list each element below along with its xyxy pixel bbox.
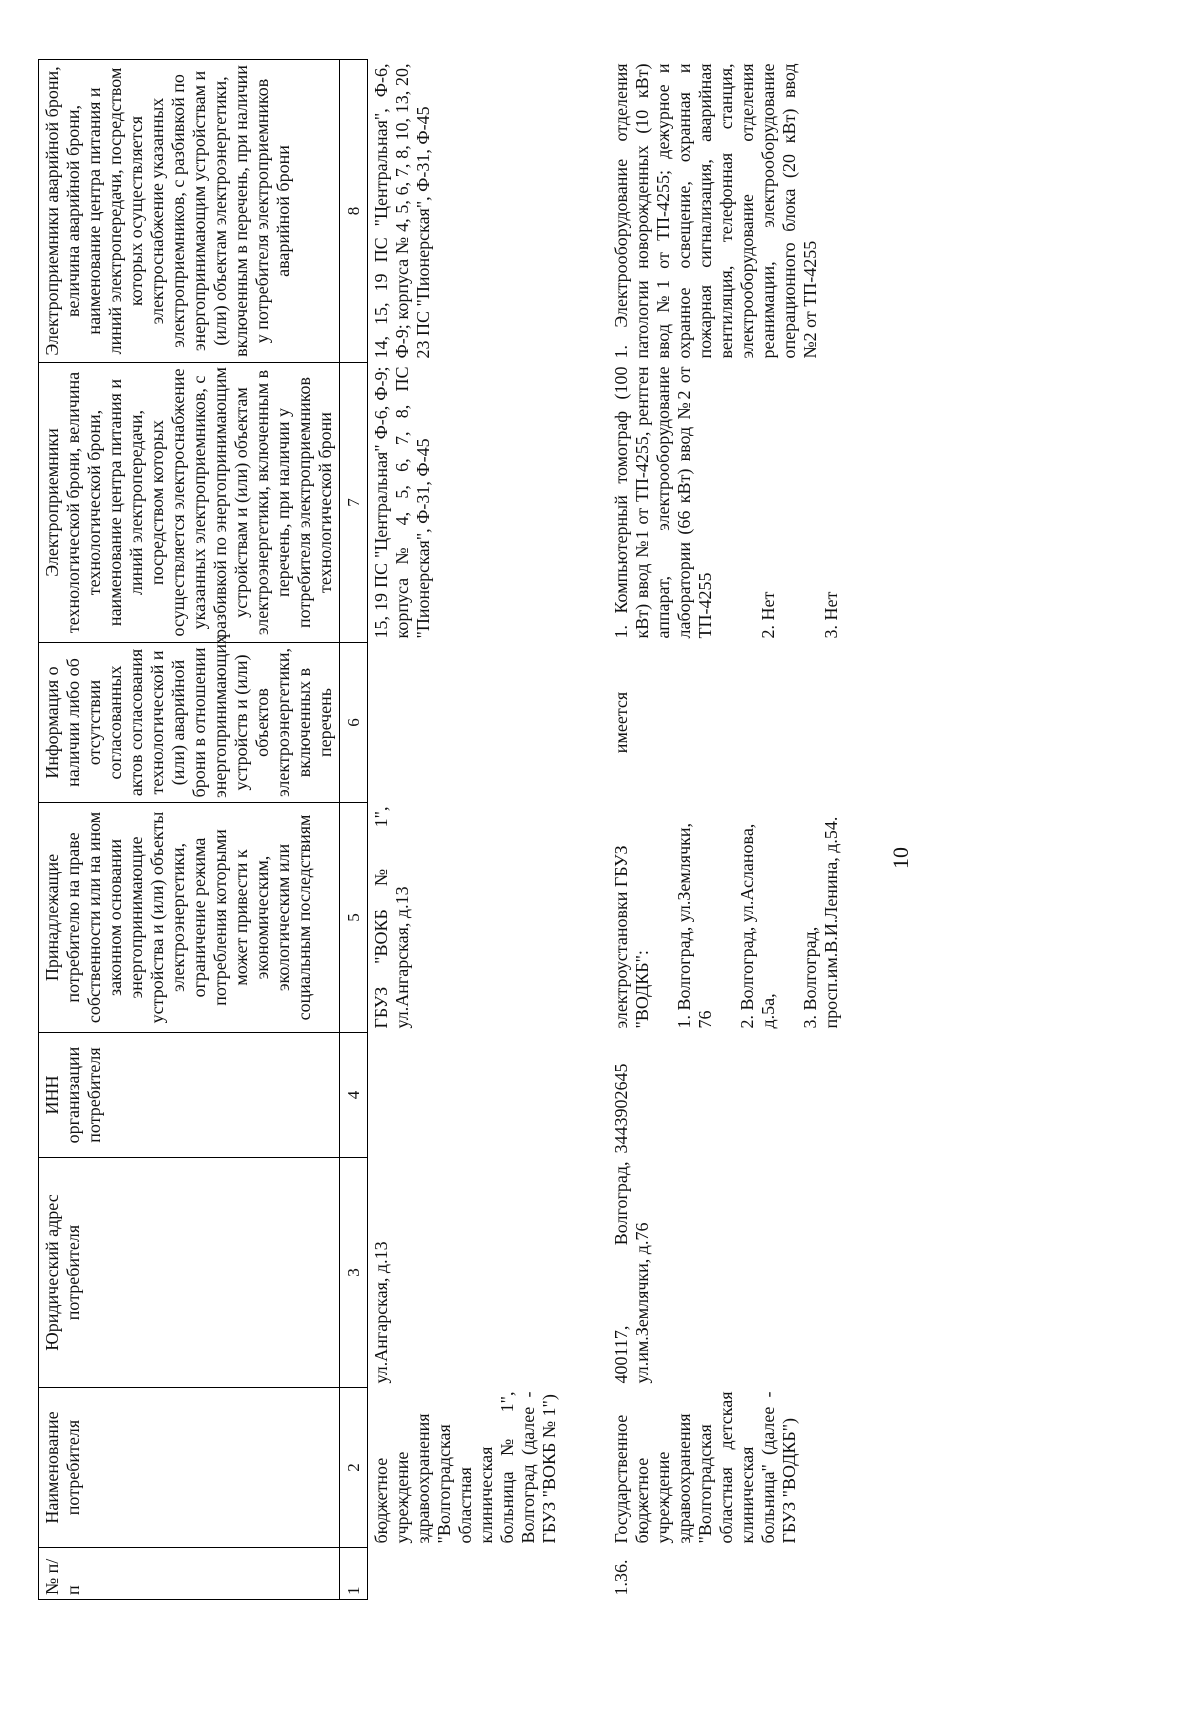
consumers-table	[38, 59, 845, 1600]
emergency-reserve: 14, 15, 19 ПС "Центральная", Ф-6, Ф-9; корпуса № 4, 5, 6, 7, 8, 10, 13, 20, 23 ПС "Пионерская", Ф-31, Ф-45	[371, 63, 433, 359]
column-number: 7	[340, 363, 368, 643]
technological-reserve	[563, 363, 845, 643]
column-number-row	[340, 60, 368, 1600]
legal-address: ул.Ангарская, д.13	[371, 1241, 391, 1384]
column-number: 2	[340, 1388, 368, 1548]
rotated-document	[18, 25, 1118, 1690]
page-number: 10	[888, 847, 913, 869]
facility-item: 3. Волгоград, просп.им.В.И.Ленина, д.54.	[800, 816, 841, 1029]
header-cell: Принадлежащие потребителю на праве собственности или на ином законном основании энергопринимающие устройства и (или) объекты электроэнергетики, ограничение режима потребления которыми может привести к экономическим, экологическим или социальным последствиям	[39, 803, 340, 1033]
facility-item: 2. Волгоград, ул.Асланова, д.5а,	[737, 823, 778, 1029]
table-header-row	[39, 60, 340, 1600]
inn: 3443902645	[611, 1063, 631, 1154]
header-cell: № п/п	[39, 1548, 340, 1600]
tech-item: 2. Нет	[758, 591, 778, 639]
row-number	[368, 1548, 564, 1600]
header-cell: Электроприемники аварийной брони, величина аварийной брони, наименование центра питания и линий электропередачи, посредством которых осуществляется электроснабжение указанных электроприемников, с разбивкой по энергопринимающим устройствам и (или) объектам электроэнергетики, включенным в перечень, при наличии у потребителя электроприемников аварийной брони	[39, 60, 340, 363]
header-cell: Информация о наличии либо об отсутствии согласованных актов согласования технологической и (или) аварийной брони в отношении энергопринимающих устройств и (или) объектов электроэнергетики, включенных в перечень	[39, 643, 340, 803]
tech-item: 3. Нет	[821, 591, 841, 639]
consumer-name: Государственное бюджетное учреждение здравоохранения "Волгоградская областная детская клиническая больница" (далее - ГБУЗ "ВОДКБ")	[611, 1391, 799, 1544]
column-number: 1	[340, 1548, 368, 1600]
legal-address: 400117, Волгоград, ул.им.Землячки, д.76	[611, 1161, 652, 1384]
technological-reserve: 15, 19 ПС "Центральная" Ф-6, Ф-9; корпуса № 4, 5, 6, 7, 8, ПС "Пионерская", Ф-31, Ф-45	[371, 366, 433, 639]
header-cell: Наименование потребителя	[39, 1388, 340, 1548]
inn	[368, 1033, 564, 1158]
tech-item: 1. Компьютерный томограф (100 кВт) ввод №1 от ТП-4255, рентген аппарат, электрооборудование лаборатории (66 кВт) ввод №2 от ТП-4255	[611, 366, 715, 639]
header-cell: Юридический адрес потребителя	[39, 1158, 340, 1388]
facility-item: 1. Волгоград, ул.Землячки, 76	[674, 823, 715, 1029]
column-number: 4	[340, 1033, 368, 1158]
table-row	[368, 60, 564, 1600]
emergency-reserve: 1. Электрооборудование отделения патологии новорожденных (10 кВт) ввод №1 от ТП-4255; дежурное и охранное освещение, охранная и пожарная сигнализация, аварийная вентиляция, телефонная станция, электрооборудование отделения реанимации, электрооборудование операционного блока (20 кВт) ввод №2 от ТП-4255	[611, 63, 820, 359]
column-number: 8	[340, 60, 368, 363]
facilities: ГБУЗ "ВОКБ № 1", ул.Ангарская, д.13	[371, 806, 412, 1029]
agreement-info: имеется	[611, 691, 631, 754]
header-cell: ИНН организации потребителя	[39, 1033, 340, 1158]
facilities	[563, 803, 845, 1033]
column-number: 3	[340, 1158, 368, 1388]
column-number: 6	[340, 643, 368, 803]
facilities-intro: электроустановки ГБУЗ "ВОДКБ":	[611, 845, 652, 1029]
agreement-info	[368, 643, 564, 803]
row-number: 1.36.	[611, 1559, 631, 1596]
header-cell: Электроприемники технологической брони, величина технологической брони, наименование центра питания и линий электропередачи, посредством которых осуществляется электроснабжение указанных электроприемников, с разбивкой по энергопринимающим устройствам и (или) объектам электроэнергетики, включенным в перечень, при наличии у потребителя электроприемников технологической брони	[39, 363, 340, 643]
consumer-name: бюджетное учреждение здравоохранения "Волгоградская областная клиническая больница № 1", Волгоград (далее - ГБУЗ "ВОКБ № 1")	[371, 1391, 559, 1544]
table-row	[563, 60, 845, 1600]
column-number: 5	[340, 803, 368, 1033]
